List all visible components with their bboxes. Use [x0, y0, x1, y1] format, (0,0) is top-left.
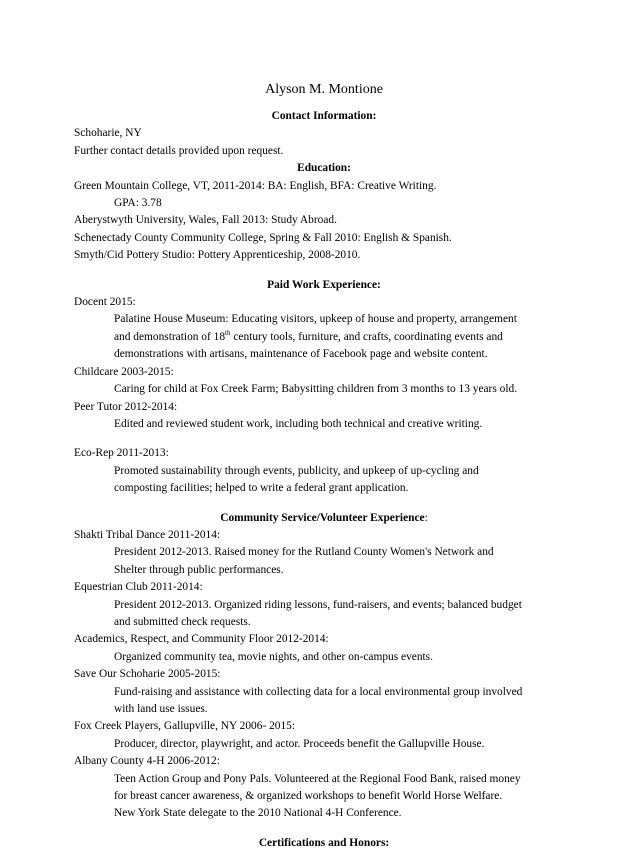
paid-work-heading: Paid Work Experience: — [267, 278, 381, 291]
volunteer-detail: Producer, director, playwright, and actor. Proceeds benefit the Gallupville House. — [114, 737, 485, 750]
volunteer-detail: New York State delegate to the 2010 National 4-H Conference. — [114, 807, 402, 820]
job-detail: composting facilities; helped to write a federal grant application. — [114, 482, 409, 495]
volunteer-title: Equestrian Club 2011-2014: — [74, 581, 203, 594]
job-title: Eco-Rep 2011-2013: — [74, 447, 169, 460]
job-detail: demonstrations with artisans, maintenance of Facebook page and website content. — [114, 348, 488, 361]
education-item: Schenectady County Community College, Spring & Fall 2010: English & Spanish. — [74, 231, 452, 244]
volunteer-detail: President 2012-2013. Raised money for the Rutland County Women's Network and — [114, 546, 494, 559]
education-item: Aberystwyth University, Wales, Fall 2013: Study Abroad. — [74, 214, 337, 227]
volunteer-detail: and submitted check requests. — [114, 615, 251, 628]
education-gpa: GPA: 3.78 — [114, 197, 162, 210]
contact-location: Schoharie, NY — [74, 127, 142, 140]
job-title: Docent 2015: — [74, 296, 136, 309]
volunteer-detail: Organized community tea, movie nights, and other on-campus events. — [114, 650, 433, 663]
resume-name: Alyson M. Montione — [265, 82, 383, 97]
community-heading-colon: : — [424, 511, 428, 524]
education-item: Smyth/Cid Pottery Studio: Pottery Apprenticeship, 2008-2010. — [74, 249, 361, 262]
contact-note: Further contact details provided upon request. — [74, 144, 284, 157]
volunteer-detail: for breast cancer awareness, & organized workshops to benefit World Horse Welfare. — [114, 790, 503, 803]
volunteer-detail: Fund-raising and assistance with collecting data for a local environmental group involved — [114, 685, 523, 698]
job-title: Childcare 2003-2015: — [74, 365, 174, 378]
resume-content — [74, 80, 574, 852]
job-detail: Edited and reviewed student work, including both technical and creative writing. — [114, 417, 483, 430]
job-detail-text: and demonstration of 18 — [114, 330, 226, 343]
job-title: Peer Tutor 2012-2014: — [74, 400, 178, 413]
ordinal-suffix: th — [225, 328, 231, 337]
volunteer-title: Shakti Tribal Dance 2011-2014: — [74, 528, 221, 541]
volunteer-title: Save Our Schoharie 2005-2015: — [74, 668, 221, 681]
volunteer-title: Academics, Respect, and Community Floor 2012-2014: — [74, 633, 329, 646]
volunteer-detail: Shelter through public performances. — [114, 563, 284, 576]
job-detail: Palatine House Museum: Educating visitors, upkeep of house and property, arrangement — [114, 313, 517, 326]
education-heading: Education: — [297, 162, 351, 175]
job-detail — [74, 329, 574, 346]
job-detail-text: century tools, furniture, and crafts, coordinating events and — [230, 330, 503, 343]
contact-heading: Contact Information: — [271, 110, 377, 122]
volunteer-title: Fox Creek Players, Gallupville, NY 2006- 2015: — [74, 720, 296, 733]
community-heading — [74, 510, 574, 527]
job-detail: Caring for child at Fox Creek Farm; Babysitting children from 3 months to 13 years old. — [114, 383, 518, 396]
volunteer-detail: President 2012-2013. Organized riding lessons, fund-raisers, and events; balanced budget — [114, 598, 522, 611]
community-heading-text: Community Service/Volunteer Experience — [220, 511, 425, 524]
volunteer-detail: with land use issues. — [114, 703, 208, 715]
certifications-heading: Certifications and Honors: — [258, 836, 390, 849]
volunteer-title: Albany County 4-H 2006-2012: — [74, 755, 220, 768]
job-detail: Promoted sustainability through events, publicity, and upkeep of up-cycling and — [114, 464, 479, 477]
education-item: Green Mountain College, VT, 2011-2014: BA: English, BFA: Creative Writing. — [74, 179, 437, 192]
volunteer-detail: Teen Action Group and Pony Pals. Volunteered at the Regional Food Bank, raised money — [114, 772, 521, 785]
